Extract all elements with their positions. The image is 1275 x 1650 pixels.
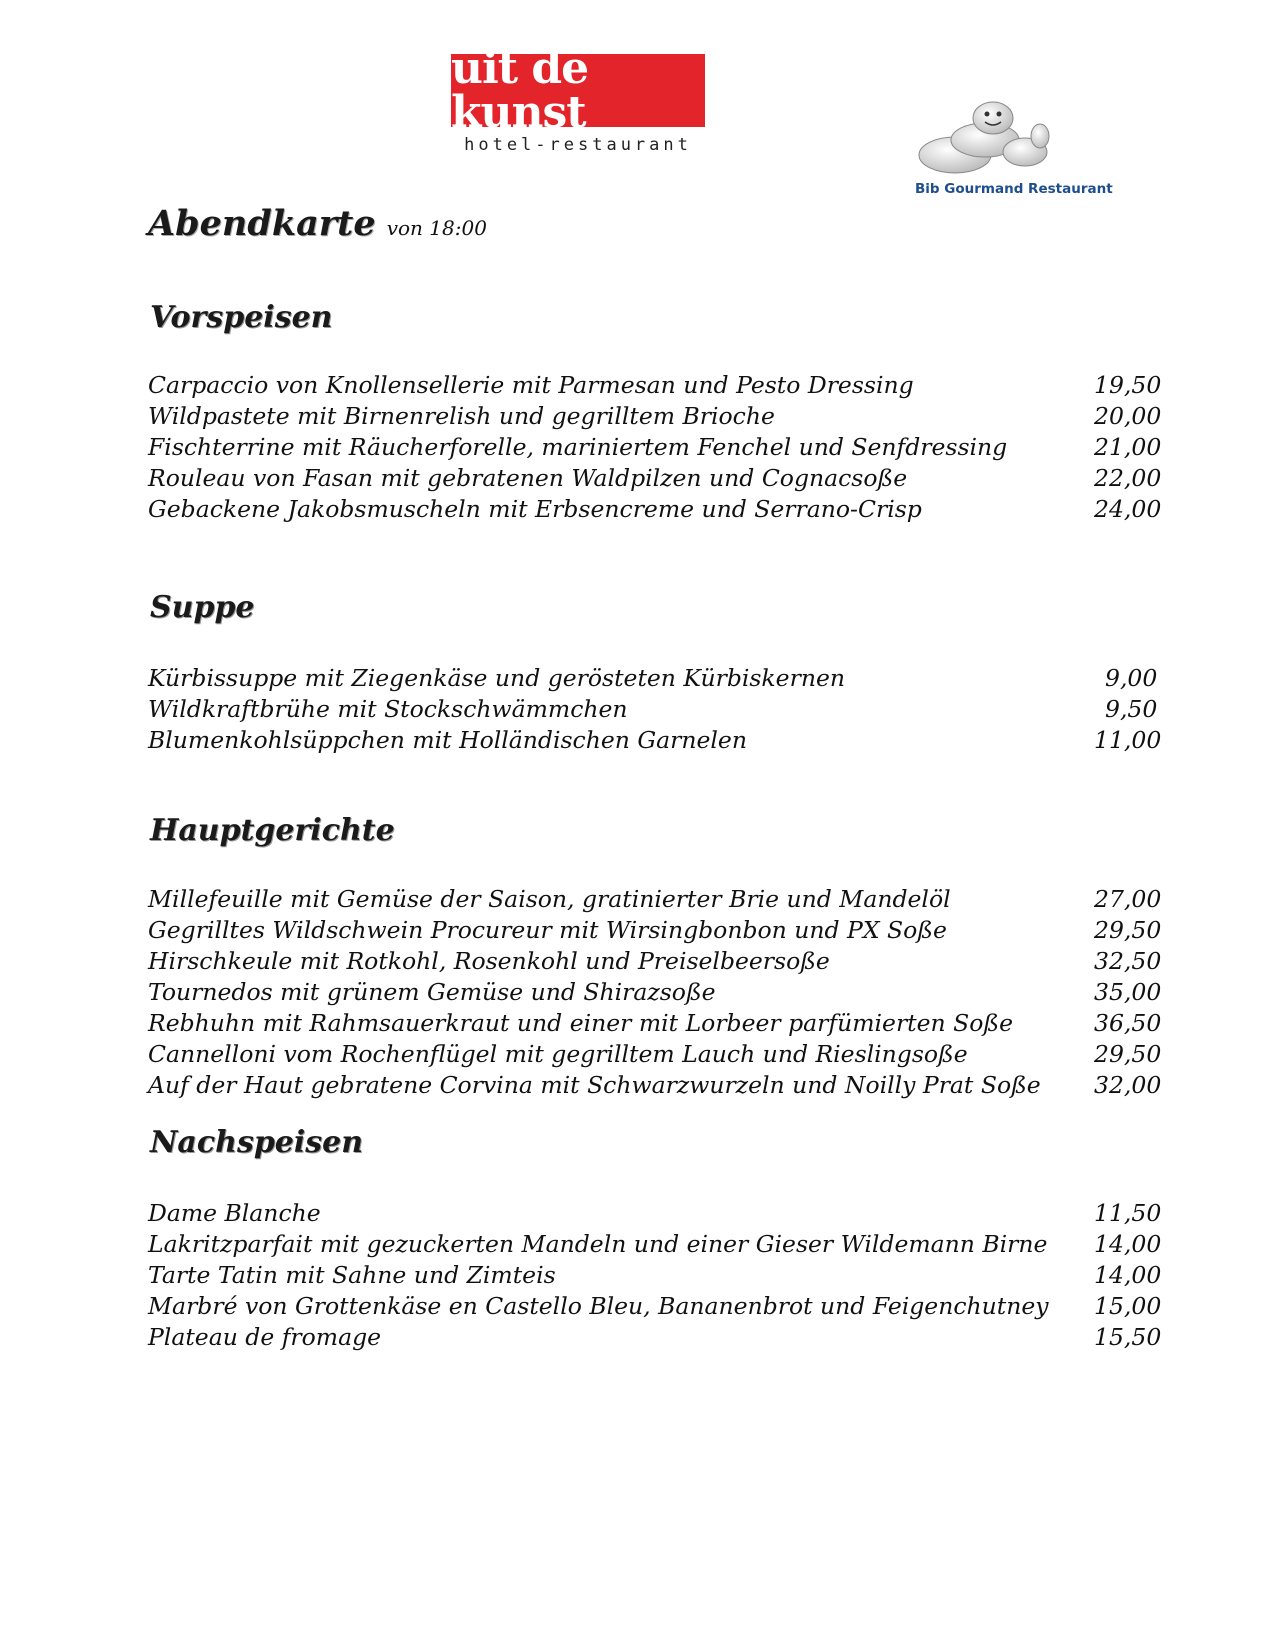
dish-price: 32,50 [1094, 947, 1162, 975]
dish-name: Auf der Haut gebratene Corvina mit Schwarzwurzeln und Noilly Prat Soße [148, 1071, 1041, 1099]
menu-item [148, 884, 1168, 915]
bib-gourmand-label: Bib Gourmand Restaurant [915, 181, 1113, 197]
dish-price: 15,00 [1094, 1292, 1162, 1320]
section-title-suppe: Suppe [150, 590, 255, 625]
menu-item [148, 1322, 1168, 1353]
dish-price: 24,00 [1094, 495, 1162, 523]
logo-name: uit de kunst [451, 42, 589, 138]
dish-price: 21,00 [1094, 433, 1162, 461]
dish-name: Lakritzparfait mit gezuckerten Mandeln und einer Gieser Wildemann Birne [148, 1230, 1048, 1258]
dish-price: 14,00 [1094, 1230, 1162, 1258]
dish-name: Wildkraftbrühe mit Stockschwämmchen [148, 695, 628, 723]
dish-name: Fischterrine mit Räucherforelle, mariniertem Fenchel und Senfdressing [148, 433, 1008, 461]
section-items-vorspeisen [148, 370, 1168, 525]
menu-item [148, 401, 1168, 432]
dish-price: 22,00 [1094, 464, 1162, 492]
dish-price: 9,50 [1105, 695, 1158, 723]
menu-item [148, 1291, 1168, 1322]
dish-price: 36,50 [1094, 1009, 1162, 1037]
logo-subtitle: hotel-restaurant [464, 135, 692, 155]
dish-name: Tournedos mit grünem Gemüse und Shirazsoße [148, 978, 716, 1006]
dish-name: Rouleau von Fasan mit gebratenen Waldpilzen und Cognacsoße [148, 464, 908, 492]
dish-name: Gebackene Jakobsmuscheln mit Erbsencreme und Serrano-Crisp [148, 495, 922, 523]
michelin-bib-icon [915, 100, 1065, 175]
dish-name: Blumenkohlsüppchen mit Holländischen Garnelen [148, 726, 747, 754]
dish-price: 14,00 [1094, 1261, 1162, 1289]
dish-name: Tarte Tatin mit Sahne und Zimteis [148, 1261, 556, 1289]
menu-time: von 18:00 [386, 216, 487, 240]
dish-price: 19,50 [1094, 371, 1162, 399]
section-title-nachspeisen: Nachspeisen [150, 1125, 364, 1160]
section-items-hauptgerichte [148, 884, 1168, 1101]
dish-name: Wildpastete mit Birnenrelish und gegrilltem Brioche [148, 402, 775, 430]
menu-item [148, 915, 1168, 946]
menu-title-text: Abendkarte [148, 203, 376, 244]
menu-item [148, 1198, 1168, 1229]
dish-price: 11,50 [1094, 1199, 1162, 1227]
section-title-hauptgerichte: Hauptgerichte [150, 813, 395, 848]
dish-name: Rebhuhn mit Rahmsauerkraut und einer mit Lorbeer parfümierten Soße [148, 1009, 1013, 1037]
menu-item [148, 370, 1168, 401]
section-title-vorspeisen: Vorspeisen [150, 300, 333, 335]
menu-item [148, 1260, 1168, 1291]
dish-price: 32,00 [1094, 1071, 1162, 1099]
bib-gourmand-badge [905, 100, 1145, 200]
section-items-suppe [148, 663, 1168, 756]
dish-name: Millefeuille mit Gemüse der Saison, gratinierter Brie und Mandelöl [148, 885, 951, 913]
dish-price: 29,50 [1094, 916, 1162, 944]
menu-item [148, 977, 1168, 1008]
menu-item [148, 432, 1168, 463]
menu-item [148, 663, 1168, 694]
dish-name: Cannelloni vom Rochenflügel mit gegrilltem Lauch und Rieslingsoße [148, 1040, 968, 1068]
dish-name: Plateau de fromage [148, 1323, 382, 1351]
dish-price: 11,00 [1094, 726, 1162, 754]
menu-title [148, 203, 487, 244]
menu-item [148, 1008, 1168, 1039]
dish-name: Dame Blanche [148, 1199, 321, 1227]
dish-price: 29,50 [1094, 1040, 1162, 1068]
dish-price: 27,00 [1094, 885, 1162, 913]
dish-name: Kürbissuppe mit Ziegenkäse und gerösteten Kürbiskernen [148, 664, 845, 692]
dish-name: Gegrilltes Wildschwein Procureur mit Wirsingbonbon und PX Soße [148, 916, 947, 944]
dish-price: 35,00 [1094, 978, 1162, 1006]
menu-item [148, 1039, 1168, 1070]
restaurant-logo [451, 42, 705, 155]
dish-name: Carpaccio von Knollensellerie mit Parmesan und Pesto Dressing [148, 371, 914, 399]
dish-price: 20,00 [1094, 402, 1162, 430]
section-items-nachspeisen [148, 1198, 1168, 1353]
menu-item [148, 725, 1168, 756]
logo-red-box [451, 42, 705, 138]
dish-price: 15,50 [1094, 1323, 1162, 1351]
menu-item [148, 1070, 1168, 1101]
menu-item [148, 1229, 1168, 1260]
menu-item [148, 463, 1168, 494]
dish-name: Hirschkeule mit Rotkohl, Rosenkohl und Preiselbeersoße [148, 947, 830, 975]
menu-item [148, 694, 1168, 725]
dish-name: Marbré von Grottenkäse en Castello Bleu, Bananenbrot und Feigenchutney [148, 1292, 1049, 1320]
dish-price: 9,00 [1105, 664, 1158, 692]
menu-item [148, 494, 1168, 525]
menu-item [148, 946, 1168, 977]
